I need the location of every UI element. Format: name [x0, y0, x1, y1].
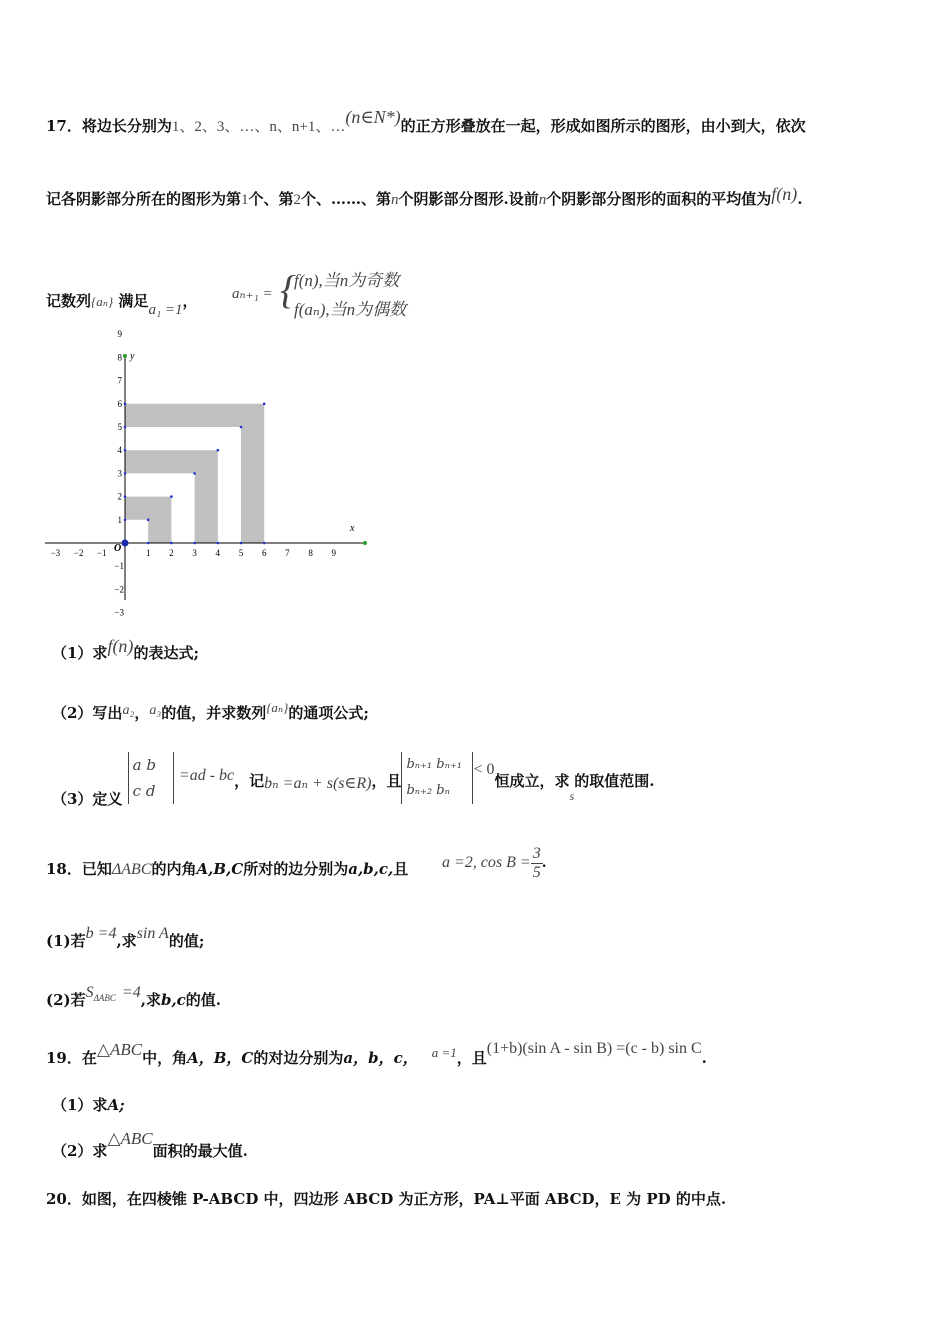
squares-graph	[40, 329, 380, 618]
area-value: =4	[121, 984, 141, 1001]
axis-point	[124, 426, 127, 429]
sin-a: sin A	[136, 925, 169, 942]
sides: a,b,c,	[348, 860, 394, 878]
axis-point	[124, 472, 127, 475]
text: .	[542, 854, 547, 872]
corner-point	[147, 519, 150, 522]
case-odd: f(n),当n为奇数	[294, 271, 400, 290]
p19-q2	[52, 1129, 248, 1161]
p17-q2	[52, 702, 369, 723]
text: 记数列	[46, 292, 92, 310]
text: 19．在	[46, 1049, 97, 1067]
axis-point	[124, 495, 127, 498]
text: ，	[134, 704, 150, 722]
text: （2）写出	[52, 704, 123, 722]
p20-line1	[46, 1188, 726, 1209]
math: n	[391, 192, 399, 208]
axis-point	[124, 519, 127, 522]
inequality: < 0	[473, 761, 495, 778]
x-tick-label: 1	[145, 548, 151, 558]
text: 的值，并求数列	[161, 704, 267, 722]
a1-value: a₁ =1	[148, 302, 183, 318]
text: ，记	[234, 772, 265, 790]
sides: b,c	[160, 991, 186, 1009]
numerator: 3	[532, 845, 541, 862]
determinant-b	[401, 752, 473, 804]
y-tick-label: 1	[117, 514, 122, 525]
y-neg-tick-label: −1	[114, 561, 124, 572]
text: 且	[393, 860, 409, 878]
sides: a，b，c，	[343, 1049, 418, 1067]
triangle: ΔABC	[111, 861, 152, 878]
text: 满足	[118, 292, 149, 310]
p18-given	[442, 845, 547, 882]
a2: a₂	[122, 703, 135, 718]
text: （3）定义	[52, 790, 123, 808]
sequence-an: {aₙ}	[266, 700, 289, 715]
p17-intro: 17．将边长分别为	[46, 117, 172, 135]
p18-q1	[46, 925, 205, 951]
p17-q3	[52, 752, 654, 806]
y-tick-label: 4	[117, 445, 122, 456]
text: （1）求	[52, 1096, 108, 1114]
angle-a: A;	[107, 1096, 125, 1114]
axis-point	[124, 403, 127, 406]
y-tick-label: 6	[117, 398, 122, 409]
area-s: S	[85, 984, 94, 1001]
brace: {	[280, 267, 296, 312]
axis-point	[240, 542, 243, 545]
given-equation: (1+b)(sin A - sin B) =(c - b) sin C	[486, 1040, 702, 1057]
x-tick-label: 6	[261, 548, 267, 558]
text: 的取值范围.	[574, 772, 655, 790]
p17-line3	[46, 290, 198, 318]
p18-q2	[46, 984, 222, 1010]
text: 面积的最大值.	[152, 1142, 248, 1160]
text: （1）求	[52, 644, 108, 662]
text: ，且	[371, 772, 402, 790]
text: 恒成立，求	[494, 772, 570, 790]
det-row: bₙ₊₂ bₙ	[406, 783, 450, 798]
x-tick-label: 2	[169, 548, 174, 558]
axis-point	[217, 542, 220, 545]
text: (1)若	[46, 932, 86, 950]
p17-line1	[46, 107, 806, 136]
y-tick-label: 2	[117, 491, 122, 502]
text: 所对的边分别为	[243, 860, 349, 878]
text: 的值;	[168, 932, 205, 950]
angles: A，B，C	[187, 1049, 254, 1067]
axis-point	[193, 542, 196, 545]
given-values: a =2, cos B =	[442, 854, 531, 872]
s-var: s	[569, 789, 575, 803]
text: .	[797, 190, 803, 208]
x-tick-label: −1	[97, 548, 107, 558]
origin-label: O	[114, 543, 122, 554]
x-tick-label: 8	[308, 548, 313, 558]
y-axis-label: y	[130, 351, 135, 362]
fraction	[531, 845, 543, 882]
text: (2)若	[46, 991, 86, 1009]
text: 个、……、第	[301, 190, 392, 208]
y-axis-end	[123, 354, 127, 358]
b-value: b =4	[85, 925, 117, 942]
y-tick-label: 7	[117, 375, 122, 386]
text: 的通项公式;	[288, 704, 369, 722]
corner-point	[170, 495, 173, 498]
math: n	[538, 192, 547, 208]
corner-point	[217, 449, 220, 452]
text: 的表达式;	[133, 644, 199, 662]
n-condition: (n∈N*)	[345, 107, 401, 127]
x-tick-label: 4	[215, 548, 221, 558]
text: ，且	[456, 1049, 487, 1067]
det-row: a b	[132, 756, 156, 774]
text: .	[701, 1049, 707, 1067]
x-tick-label: −2	[73, 548, 84, 558]
determinant-def	[128, 752, 174, 804]
text: 中，角	[142, 1049, 188, 1067]
y-tick-label: 8	[117, 352, 122, 363]
text: 记各阴影部分所在的图形为第	[46, 190, 242, 208]
f-of-n: f(n)	[771, 184, 798, 204]
text: ,求	[140, 991, 161, 1009]
sequence-an: {aₙ}	[91, 294, 114, 309]
p17-line2	[46, 184, 803, 209]
p18-line1	[46, 858, 408, 879]
y-tick-label: 9	[117, 329, 122, 340]
math: 2	[293, 192, 302, 208]
y-tick-label: 5	[117, 422, 122, 432]
text: ,求	[116, 932, 137, 950]
x-axis-label: x	[350, 523, 355, 534]
angles: A,B,C	[196, 860, 244, 878]
p17-q1	[52, 636, 199, 663]
corner-point	[263, 403, 266, 406]
det-row: bₙ₊₁ bₙ₊₁	[406, 757, 462, 772]
text: 的对边分别为	[253, 1049, 344, 1067]
text: 个阴影部分图形.设前	[398, 190, 539, 208]
det-row: c d	[132, 782, 156, 800]
denominator: 5	[532, 864, 541, 881]
case-even: f(aₙ),当n为偶数	[294, 300, 407, 319]
axis-point	[170, 542, 173, 545]
f-of-n: f(n)	[107, 636, 134, 656]
text: 的值.	[185, 991, 222, 1009]
bn-def: bₙ =aₙ + s(s∈R)	[264, 775, 372, 792]
side-sequence: 1、2、3、…、n、n+1、…	[171, 119, 346, 135]
p17-intro-cont: 的正方形叠放在一起，形成如图所示的图形，由小到大，依次	[400, 117, 806, 135]
text: ，	[182, 292, 198, 310]
y-tick-label: 3	[117, 468, 122, 479]
x-axis-end	[363, 541, 367, 545]
axis-point	[263, 542, 266, 545]
x-tick-label: 3	[192, 548, 197, 558]
text: 的内角	[151, 860, 197, 878]
p19-line1	[46, 1040, 707, 1068]
area-sub: ΔABC	[93, 993, 116, 1003]
recurrence-lhs: aₙ₊₁ =	[232, 286, 273, 302]
text: （2）求	[52, 1142, 108, 1160]
text: 18．已知	[46, 860, 112, 878]
triangle: △ABC	[107, 1129, 153, 1148]
y-neg-tick-label: −2	[114, 584, 124, 595]
math: 1	[241, 192, 249, 208]
axis-point	[124, 449, 127, 452]
corner-point	[240, 426, 243, 429]
x-tick-label: −3	[50, 548, 61, 558]
x-tick-label: 5	[238, 548, 244, 558]
p19-q1	[52, 1094, 125, 1115]
x-tick-label: 7	[285, 548, 290, 558]
y-neg-tick-label: −3	[114, 607, 124, 618]
corner-point	[193, 472, 196, 475]
text: 个阴影部分图形的面积的平均值为	[546, 190, 772, 208]
axis-point	[147, 542, 150, 545]
x-tick-label: 9	[331, 548, 337, 558]
det-formula: =ad - bc	[178, 767, 235, 784]
a3: a₃	[149, 703, 162, 718]
triangle: △ABC	[96, 1040, 143, 1059]
a-value: a =1	[431, 1045, 457, 1060]
text: 20．如图，在四棱锥 P-ABCD 中，四边形 ABCD 为正方形，PA⊥平面 ABCD，E 为 PD 的中点.	[46, 1190, 727, 1208]
text: 个、第	[248, 190, 294, 208]
origin-point	[122, 540, 129, 547]
